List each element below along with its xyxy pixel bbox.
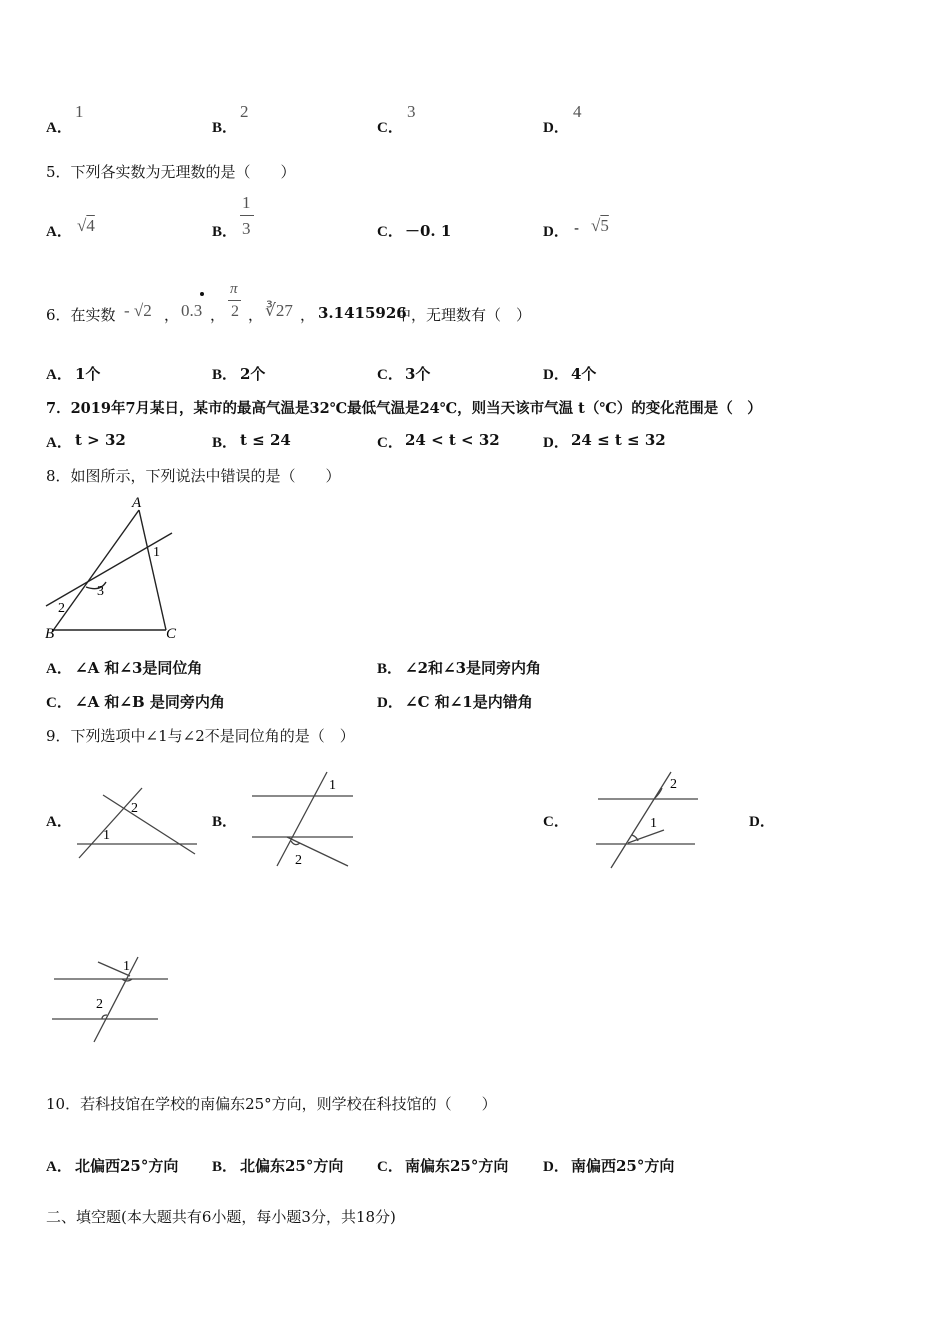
q5-option-a-sqrt: √4 <box>77 216 95 235</box>
q8-option-d-value: ∠C 和∠1是内错角 <box>405 693 533 711</box>
q6-option-b-label: B． <box>212 367 238 383</box>
side-ab <box>52 510 139 632</box>
q6-item-decimal: 3.1415926 <box>318 304 407 322</box>
q4-option-a-value: 1 <box>75 102 84 121</box>
q8-option-a-label: A． <box>46 661 72 677</box>
q10-option-c-value: 南偏东25°方向 <box>405 1157 509 1175</box>
q7-option-d-label: D． <box>543 435 569 451</box>
q10-option-d-value: 南偏西25°方向 <box>571 1157 675 1175</box>
q7-option-a-value: t > 32 <box>75 431 126 449</box>
section2-title: 二、填空题(本大题共有6小题，每小题3分，共18分) <box>46 1208 396 1226</box>
q10-option-d-label: D． <box>543 1159 569 1175</box>
q4-option-c-value: 3 <box>407 102 416 121</box>
fraction-bar <box>240 215 254 216</box>
oblique-line <box>103 795 195 854</box>
angle-1-label: 1 <box>153 545 160 560</box>
angle-2-label: 2 <box>96 997 103 1012</box>
q4-option-d-value: 4 <box>573 102 582 121</box>
q6-prefix: 6．在实数 <box>46 306 116 324</box>
vertex-c-label: C <box>166 626 177 642</box>
q5-option-b-numerator: 1 <box>242 193 251 212</box>
q7-option-c-label: C． <box>377 435 403 451</box>
q9-figure-c <box>592 768 702 872</box>
q10-option-a-label: A． <box>46 1159 72 1175</box>
q6-option-a-label: A． <box>46 367 72 383</box>
fraction-bar <box>228 300 241 301</box>
q6-item-pi-denominator: 2 <box>231 303 239 320</box>
angle-1-label: 1 <box>103 828 110 843</box>
repeating-dot <box>200 292 204 296</box>
q7-option-a-label: A． <box>46 435 72 451</box>
q9-option-c-label: C． <box>543 814 569 830</box>
q8-text: 8．如图所示，下列说法中错误的是（ ） <box>46 467 341 485</box>
q9-figure-b <box>245 768 360 873</box>
transversal-line <box>79 788 142 858</box>
q6-option-c-label: C． <box>377 367 403 383</box>
q7-text: 7．2019年7月某日，某市的最高气温是32℃最低气温是24℃，则当天该市气温 t（℃）的变化范围是（ ） <box>46 400 762 417</box>
q5-option-a-label: A． <box>46 224 72 240</box>
vertex-a-label: A <box>132 495 142 511</box>
q10-option-a-value: 北偏西25°方向 <box>75 1157 179 1175</box>
q4-option-d-label: D． <box>543 120 569 136</box>
q9-figure-d <box>48 950 173 1050</box>
q7-option-c-value: 24 < t < 32 <box>405 431 500 449</box>
q6-item-repeating-decimal: 0.3 <box>181 301 203 320</box>
q5-option-c-value: －0. 1 <box>405 222 452 240</box>
q5-option-d-label: D． <box>543 224 569 240</box>
q8-option-b-value: ∠2和∠3是同旁内角 <box>405 659 542 677</box>
angle-2-label: 2 <box>670 777 677 792</box>
q6-item-neg-sqrt2: - √2 <box>124 301 152 320</box>
q5-option-d-minus: - <box>574 219 580 237</box>
transversal-line <box>611 772 671 868</box>
q6-sep: ， <box>164 306 180 324</box>
angle-1-label: 1 <box>650 816 657 831</box>
q5-option-a-radicand: 4 <box>86 216 95 235</box>
q4-option-a-label: A． <box>46 120 72 136</box>
q4-option-b-label: B． <box>212 120 238 136</box>
q8-option-a-value: ∠A 和∠3是同位角 <box>75 659 203 677</box>
q5-text: 5．下列各实数为无理数的是（ ） <box>46 163 296 181</box>
q8-option-d-label: D． <box>377 695 403 711</box>
q6-item-pi-numerator: π <box>230 281 238 297</box>
q5-option-d-radicand: 5 <box>600 216 609 235</box>
q6-suffix: 中，无理数有（ ） <box>396 306 532 324</box>
q6-sep: ， <box>248 306 264 324</box>
vertex-b-label: B <box>45 626 55 642</box>
q7-option-d-value: 24 ≤ t ≤ 32 <box>571 431 666 449</box>
q9-option-d-label: D． <box>749 814 775 830</box>
q10-option-b-label: B． <box>212 1159 238 1175</box>
angle-2-label: 2 <box>295 853 302 868</box>
q7-option-b-value: t ≤ 24 <box>240 431 291 449</box>
q5-option-d-sqrt: √5 <box>591 216 609 235</box>
angle-3-label: 3 <box>97 584 104 599</box>
q4-option-c-label: C． <box>377 120 403 136</box>
q8-triangle-figure <box>40 490 190 645</box>
q10-text: 10．若科技馆在学校的南偏东25°方向，则学校在科技馆的（ ） <box>46 1095 497 1113</box>
q10-option-b-value: 北偏东25°方向 <box>240 1157 344 1175</box>
q5-option-c-label: C． <box>377 224 403 240</box>
q6-option-c-value: 3个 <box>405 365 431 383</box>
q6-option-d-label: D． <box>543 367 569 383</box>
angle-1-label: 1 <box>123 959 130 974</box>
q6-item-cbrt27: ∛27 <box>265 301 293 320</box>
q6-sep: ， <box>300 306 316 324</box>
angle-1-label: 1 <box>329 778 336 793</box>
q10-option-c-label: C． <box>377 1159 403 1175</box>
q5-option-b-label: B． <box>212 224 238 240</box>
side-ac <box>139 510 166 630</box>
q9-text: 9．下列选项中∠1与∠2不是同位角的是（ ） <box>46 727 355 745</box>
q9-figure-a <box>70 783 205 863</box>
q8-option-c-label: C． <box>46 695 72 711</box>
q7-option-b-label: B． <box>212 435 238 451</box>
q9-option-a-label: A． <box>46 814 72 830</box>
q9-option-b-label: B． <box>212 814 238 830</box>
q6-option-d-value: 4个 <box>571 365 597 383</box>
angle-2-label: 2 <box>131 801 138 816</box>
q6-option-b-value: 2个 <box>240 365 266 383</box>
angle-2-label: 2 <box>58 601 65 616</box>
q4-option-b-value: 2 <box>240 102 249 121</box>
q8-option-c-value: ∠A 和∠B 是同旁内角 <box>75 693 225 711</box>
q6-sep: ， <box>210 306 226 324</box>
q8-option-b-label: B． <box>377 661 403 677</box>
angle-arc-2 <box>655 788 662 798</box>
q6-option-a-value: 1个 <box>75 365 101 383</box>
q5-option-b-denominator: 3 <box>242 219 251 238</box>
